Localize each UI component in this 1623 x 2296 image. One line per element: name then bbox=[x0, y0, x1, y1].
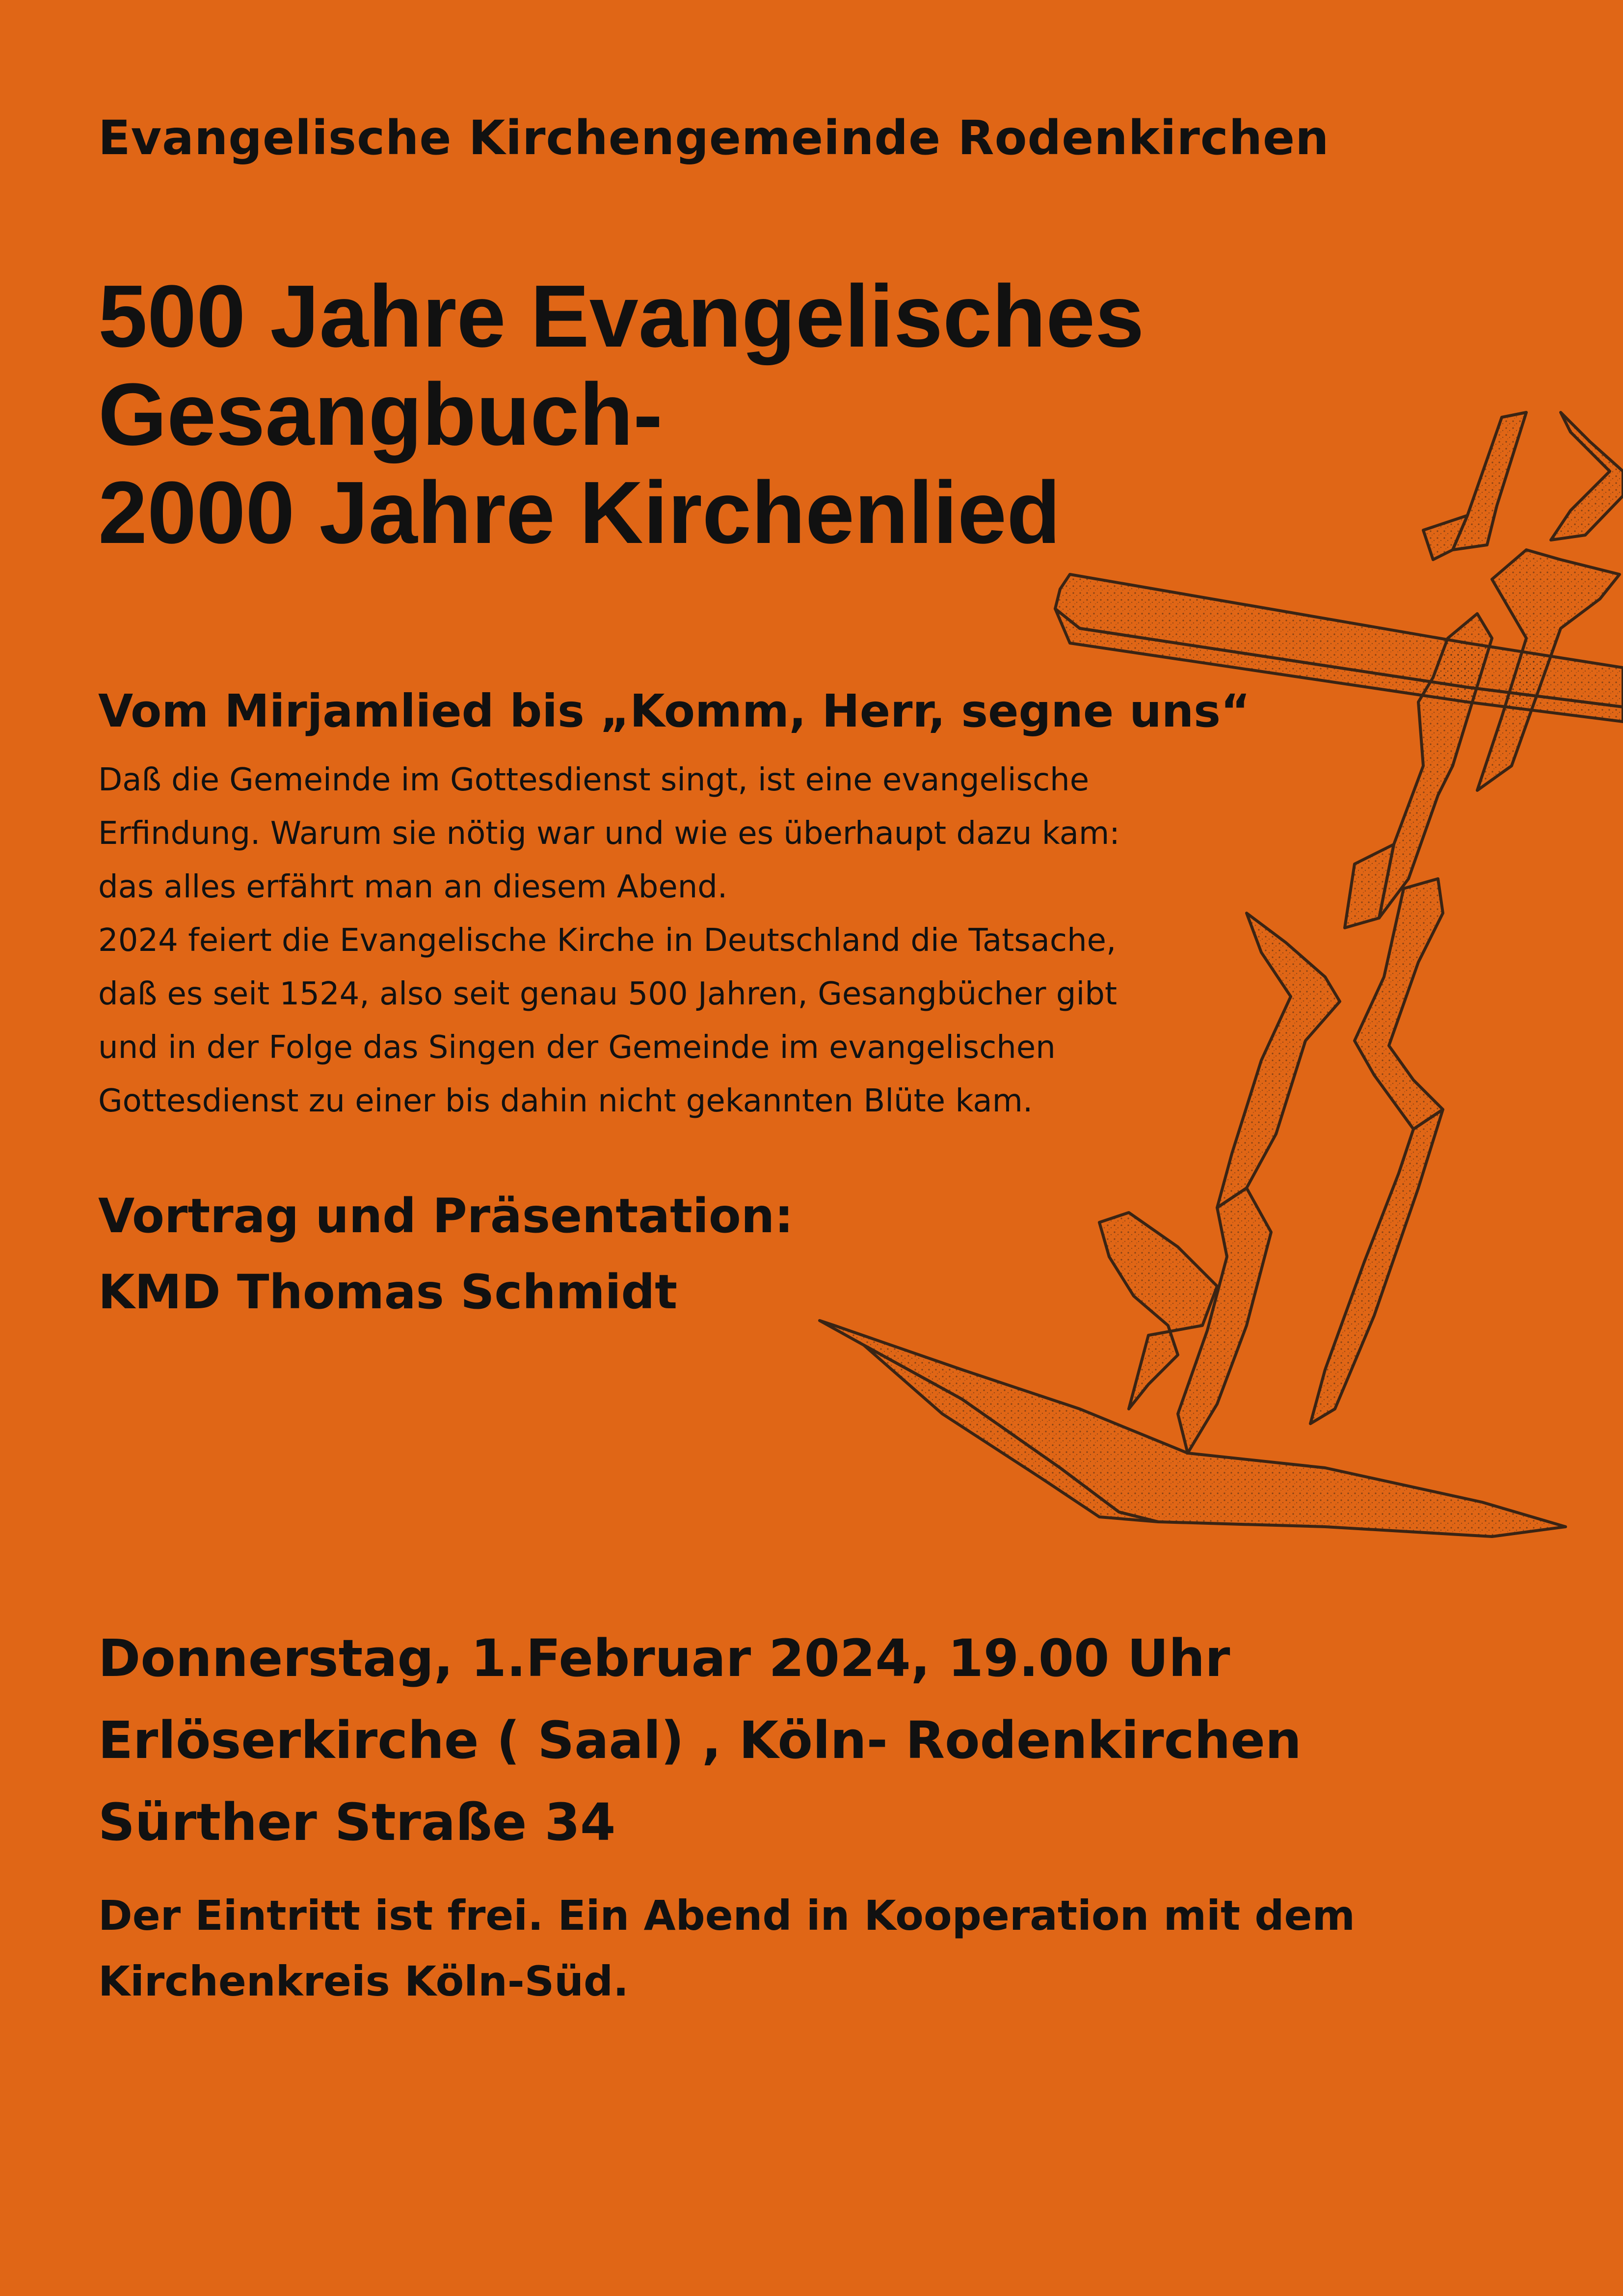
event-date: Donnerstag, 1.Februar 2024, 19.00 Uhr bbox=[98, 1628, 1230, 1688]
description-line: 2024 feiert die Evangelische Kirche in Deutschland die Tatsache, bbox=[98, 922, 1117, 959]
event-address: Sürther Straße 34 bbox=[98, 1792, 616, 1852]
subtitle: Vom Mirjamlied bis „Komm, Herr, segne uns“ bbox=[98, 685, 1251, 737]
description-line: das alles erfährt man an diesem Abend. bbox=[98, 869, 728, 905]
note-line: Der Eintritt ist frei. Ein Abend in Kooperation mit dem bbox=[98, 1891, 1355, 1940]
event-details bbox=[98, 1618, 1302, 1864]
event-venue: Erlöserkirche ( Saal) , Köln- Rodenkirchen bbox=[98, 1710, 1302, 1770]
description bbox=[98, 754, 1120, 1128]
title-line: Gesangbuch- bbox=[98, 365, 663, 464]
description-line: daß es seit 1524, also seit genau 500 Jahren, Gesangbücher gibt bbox=[98, 976, 1117, 1012]
speaker-name: KMD Thomas Schmidt bbox=[98, 1265, 678, 1320]
title-line: 500 Jahre Evangelisches bbox=[98, 267, 1144, 366]
description-line: Erfindung. Warum sie nötig war und wie es überhaupt dazu kam: bbox=[98, 815, 1120, 852]
speaker-label: Vortrag und Präsentation: bbox=[98, 1189, 794, 1243]
admission-note bbox=[98, 1883, 1355, 2014]
title-line: 2000 Jahre Kirchenlied bbox=[98, 463, 1061, 562]
description-line: Gottesdienst zu einer bis dahin nicht gekannten Blüte kam. bbox=[98, 1083, 1033, 1119]
description-line: Daß die Gemeinde im Gottesdienst singt, ist eine evangelische bbox=[98, 762, 1090, 798]
parish-name: Evangelische Kirchengemeinde Rodenkirchen bbox=[98, 110, 1330, 165]
note-line: Kirchenkreis Köln-Süd. bbox=[98, 1957, 629, 2005]
page-title bbox=[98, 268, 1144, 562]
speaker-block bbox=[98, 1178, 794, 1330]
description-line: und in der Folge das Singen der Gemeinde im evangelischen bbox=[98, 1029, 1056, 1066]
